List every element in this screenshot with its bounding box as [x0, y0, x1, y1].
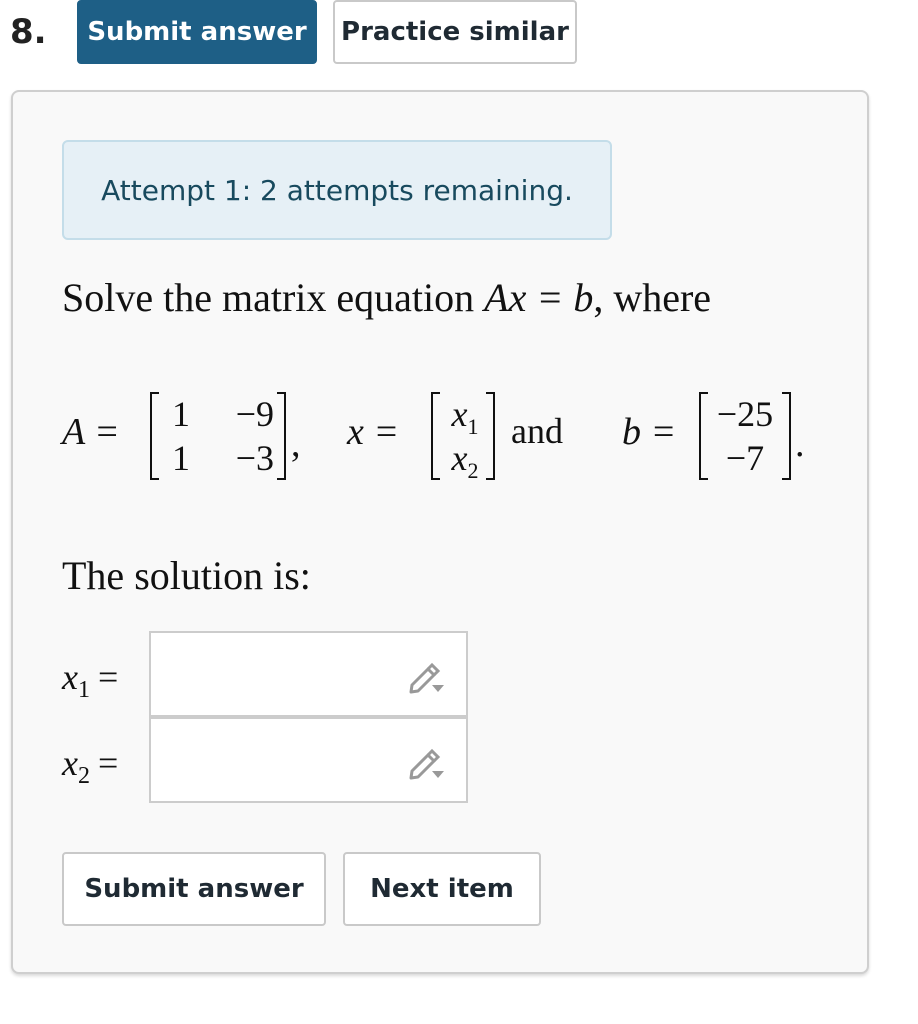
problem-prompt — [62, 274, 711, 321]
period: . — [795, 423, 805, 465]
practice-similar-button[interactable]: Practice similar — [333, 0, 577, 64]
matrix-a-label: A = — [62, 411, 120, 453]
left-bracket — [431, 392, 440, 480]
comma: , — [291, 423, 301, 465]
x2-var: x — [62, 743, 78, 783]
right-bracket — [277, 392, 286, 480]
x1-answer-field[interactable] — [149, 631, 468, 717]
solution-label: The solution is: — [62, 553, 311, 598]
matrix-a — [150, 392, 286, 480]
submit-answer-button-top[interactable]: Submit answer — [77, 0, 317, 64]
x2-equals: = — [97, 743, 119, 783]
vector-x-entry-2: $x_2$ — [451, 438, 479, 484]
attempts-alert: Attempt 1: 2 attempts remaining. — [62, 140, 612, 240]
matrix-a-r1c2: −9 — [235, 394, 274, 434]
prompt-before: Solve the matrix equation — [62, 275, 485, 320]
vector-b-entry-1: −25 — [716, 394, 774, 434]
pencil-dropdown-icon[interactable] — [408, 747, 444, 781]
vector-b — [699, 392, 791, 480]
x1-equals: = — [97, 657, 119, 697]
x1-label — [62, 656, 118, 704]
vector-x-entry-1: $x_1$ — [451, 394, 479, 440]
vector-x-label: x = — [347, 411, 400, 453]
x1-var: x — [62, 657, 78, 697]
matrix-a-r2c1: 1 — [172, 438, 190, 478]
vector-b-label: b = — [622, 411, 677, 453]
left-bracket — [150, 392, 159, 480]
left-bracket — [699, 392, 708, 480]
prompt-math: Ax = b — [484, 275, 594, 320]
x2-answer-field[interactable] — [149, 717, 468, 803]
prompt-after: , where — [593, 275, 712, 320]
and-text: and — [511, 411, 563, 451]
submit-answer-button[interactable]: Submit answer — [62, 852, 326, 926]
vector-x — [431, 392, 495, 484]
vector-b-entry-2: −7 — [725, 438, 765, 478]
x2-label — [62, 742, 118, 790]
right-bracket — [782, 392, 791, 480]
question-card — [11, 90, 869, 974]
question-number: 8. — [10, 12, 47, 52]
right-bracket — [486, 392, 495, 480]
x1-sub: 1 — [77, 677, 90, 704]
matrix-a-r2c2: −3 — [235, 438, 274, 478]
next-item-button[interactable]: Next item — [343, 852, 541, 926]
pencil-dropdown-icon[interactable] — [408, 661, 444, 695]
x2-sub: 2 — [77, 763, 90, 790]
matrix-a-r1c1: 1 — [172, 394, 190, 434]
